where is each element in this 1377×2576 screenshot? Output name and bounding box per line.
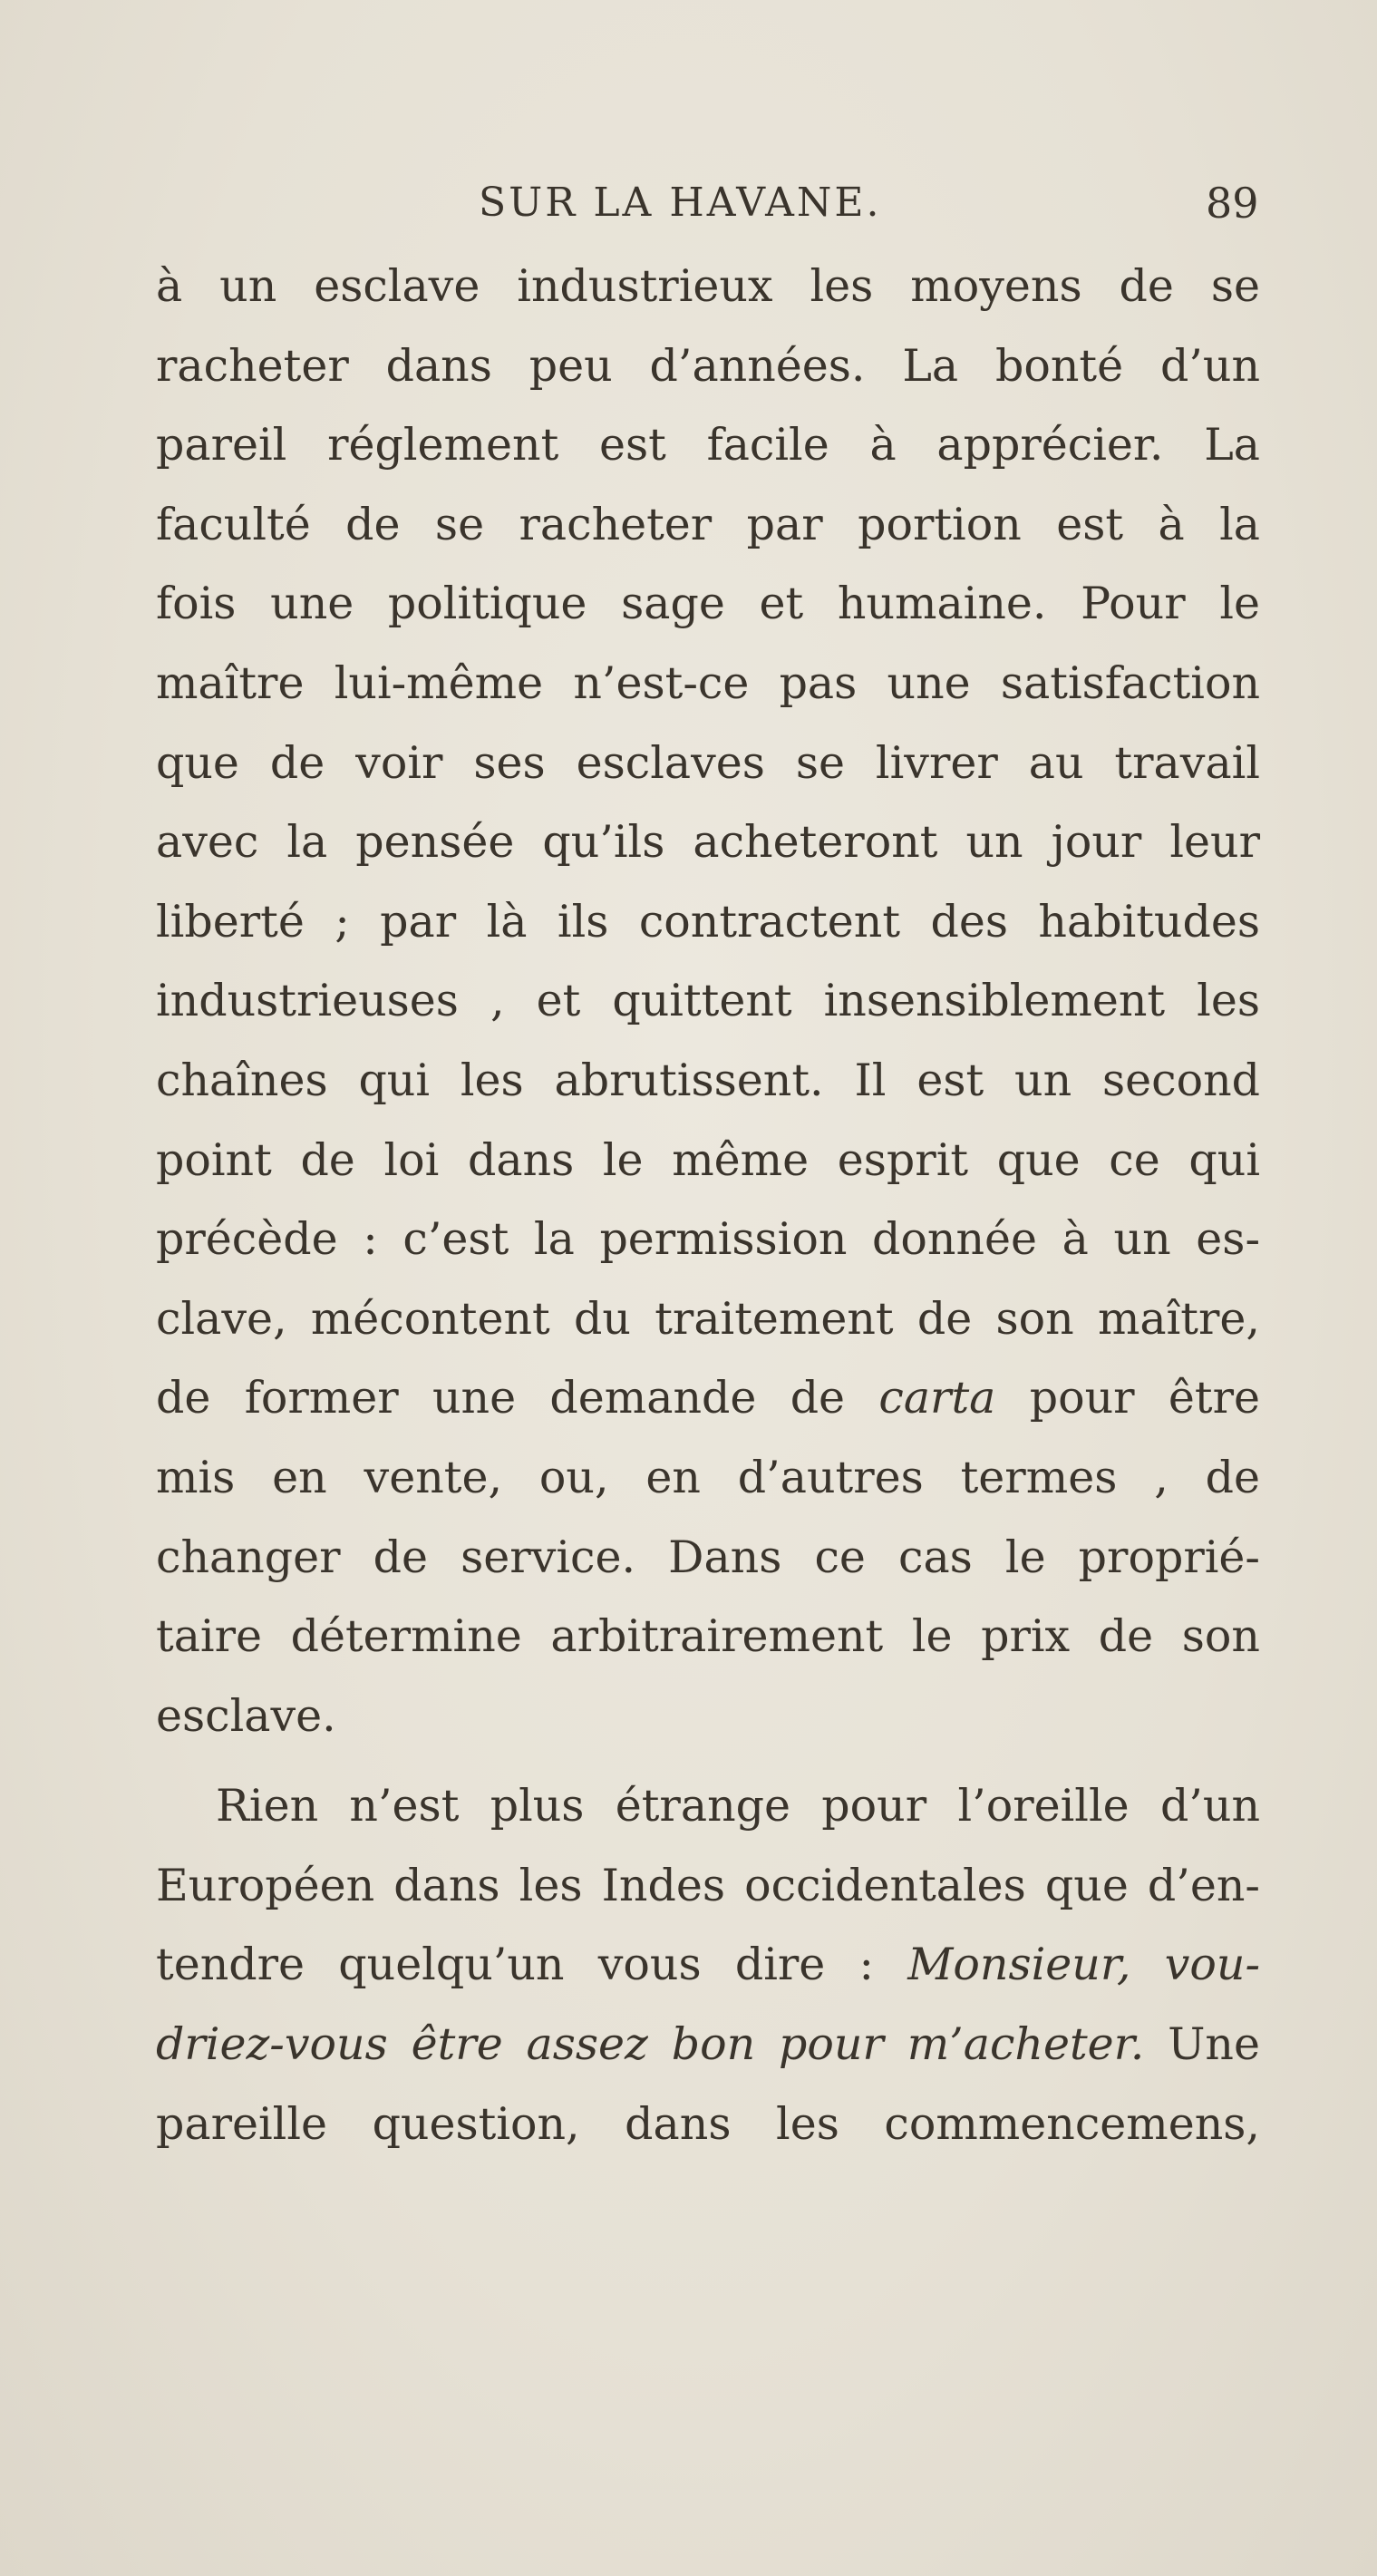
- text-line: changer de service. Dans ce cas le proprié-: [156, 1531, 1260, 1583]
- text-line: esclave.: [156, 1689, 336, 1742]
- text-line-with-italic: [156, 1925, 1260, 2005]
- text-line: pareille question, dans les commencemens,: [156, 2097, 1260, 2150]
- text-line: maître lui-même n’est-ce pas une satisfaction: [156, 656, 1260, 709]
- text-segment: Une: [1144, 2018, 1260, 2071]
- text-line: Européen dans les Indes occidentales que d’en-: [156, 1859, 1260, 1911]
- text-line: mis en vente, ou, en d’autres termes , de: [156, 1451, 1260, 1503]
- text-line: faculté de se racheter par portion est à la: [156, 498, 1260, 550]
- text-segment: pour être: [995, 1372, 1260, 1424]
- text-line: avec la pensée qu’ils acheteront un jour leur: [156, 816, 1260, 869]
- text-line: que de voir ses esclaves se livrer au travail: [156, 736, 1260, 789]
- text-line-with-italic: [156, 2005, 1260, 2085]
- italic-quote: Monsieur, vou-: [907, 1939, 1260, 1991]
- text-line: industrieuses , et quittent insensiblement les: [156, 975, 1260, 1027]
- text-line: chaînes qui les abrutissent. Il est un second: [156, 1054, 1260, 1106]
- text-line: liberté ; par là ils contractent des habitudes: [156, 895, 1260, 948]
- text-segment: tendre quelqu’un vous dire :: [156, 1939, 908, 1991]
- running-head-title: SUR LA HAVANE.: [479, 180, 882, 226]
- text-line: à un esclave industrieux les moyens de se: [156, 260, 1260, 312]
- italic-term-carta: carta: [878, 1372, 996, 1424]
- text-line: Rien n’est plus étrange pour l’oreille d’un: [216, 1780, 1260, 1832]
- text-line: fois une politique sage et humaine. Pour le: [156, 578, 1260, 630]
- text-line: taire détermine arbitrairement le prix de son: [156, 1610, 1260, 1663]
- text-line-with-italic: [156, 1358, 1260, 1438]
- text-line: précède : c’est la permission donnée à un es-: [156, 1213, 1260, 1266]
- text-segment: de former une demande de: [156, 1372, 879, 1424]
- page-number: 89: [1206, 179, 1259, 228]
- running-head: [0, 180, 1377, 234]
- text-line: clave, mécontent du traitement de son maître,: [156, 1292, 1260, 1345]
- paragraph-gap: [156, 1755, 1260, 1766]
- text-line: point de loi dans le même esprit que ce qui: [156, 1133, 1260, 1186]
- italic-quote: driez-vous être assez bon pour m’acheter.: [156, 2018, 1145, 2071]
- paragraph-1: [156, 247, 1260, 1755]
- text-line: pareil réglement est facile à apprécier. La: [156, 419, 1260, 471]
- text-line: racheter dans peu d’années. La bonté d’un: [156, 339, 1260, 392]
- paragraph-2: [156, 1766, 1260, 2163]
- body-text: [156, 247, 1260, 2163]
